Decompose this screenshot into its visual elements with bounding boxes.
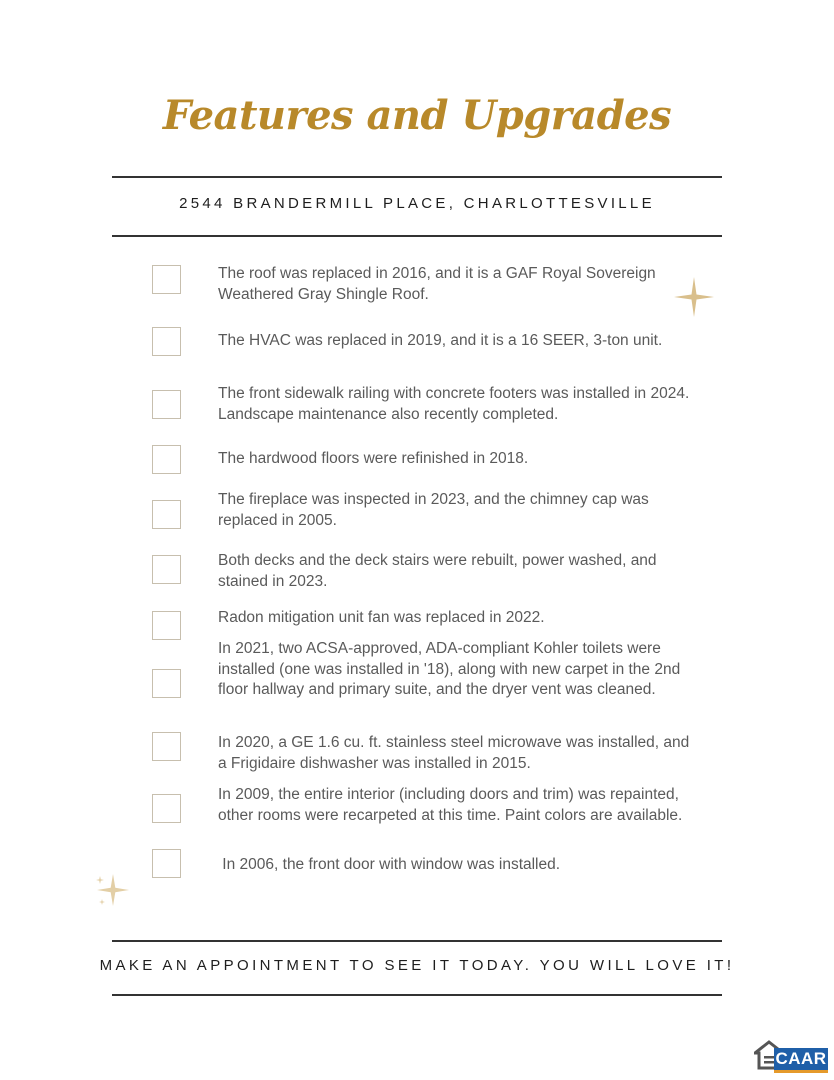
checkbox-front-door[interactable] <box>152 849 181 878</box>
checkbox-hardwood[interactable] <box>152 445 181 474</box>
list-item-decks: Both decks and the deck stairs were rebuilt, power washed, and stained in 2023. <box>218 552 657 590</box>
caar-logo-text: CAAR <box>775 1049 827 1068</box>
footer-top-rule <box>112 940 722 942</box>
checkbox-toilets[interactable] <box>152 669 181 698</box>
checkbox-interior[interactable] <box>152 794 181 823</box>
list-item-interior: In 2009, the entire interior (including doors and trim) was repainted, other rooms were recarpeted at this time. Paint colors are available. <box>218 786 683 824</box>
list-item-hardwood: The hardwood floors were refinished in 2018. <box>218 450 529 467</box>
list-item-radon: Radon mitigation unit fan was replaced in 2022. <box>218 609 545 626</box>
sparkle-icon <box>95 872 131 908</box>
checkbox-hvac[interactable] <box>152 327 181 356</box>
address-heading: 2544 BRANDERMILL PLACE, CHARLOTTESVILLE <box>179 195 655 212</box>
list-item-toilets: In 2021, two ACSA-approved, ADA-compliant Kohler toilets were installed (one was installed in '18), along with new carpet in the 2nd floor hallway and primary suite, and the dryer vent was cleaned. <box>218 640 681 698</box>
checkbox-radon[interactable] <box>152 611 181 640</box>
caar-logo <box>754 1038 830 1076</box>
list-item-roof: The roof was replaced in 2016, and it is a GAF Royal Sovereign Weathered Gray Shingle Roof. <box>218 265 656 303</box>
top-rule <box>112 176 722 178</box>
checkbox-sidewalk[interactable] <box>152 390 181 419</box>
list-item-microwave: In 2020, a GE 1.6 cu. ft. stainless steel microwave was installed, and a Frigidaire dishwasher was installed in 2015. <box>218 734 690 772</box>
address-bottom-rule <box>112 235 722 237</box>
footer-bottom-rule <box>112 994 722 996</box>
page-title: Features and Upgrades <box>162 92 672 139</box>
list-item-sidewalk: The front sidewalk railing with concrete footers was installed in 2024. Landscape maintenance also recently completed. <box>218 385 690 423</box>
sparkle-icon <box>674 277 714 317</box>
list-item-hvac: The HVAC was replaced in 2019, and it is a 16 SEER, 3-ton unit. <box>218 332 663 349</box>
checkbox-decks[interactable] <box>152 555 181 584</box>
footer-call-to-action: MAKE AN APPOINTMENT TO SEE IT TODAY. YOU WILL LOVE IT! <box>99 957 735 974</box>
caar-logo-stripe <box>774 1070 828 1073</box>
checkbox-roof[interactable] <box>152 265 181 294</box>
checkbox-microwave[interactable] <box>152 732 181 761</box>
list-item-front-door: In 2006, the front door with window was installed. <box>218 856 561 873</box>
checkbox-fireplace[interactable] <box>152 500 181 529</box>
list-item-fireplace: The fireplace was inspected in 2023, and the chimney cap was replaced in 2005. <box>218 491 649 529</box>
